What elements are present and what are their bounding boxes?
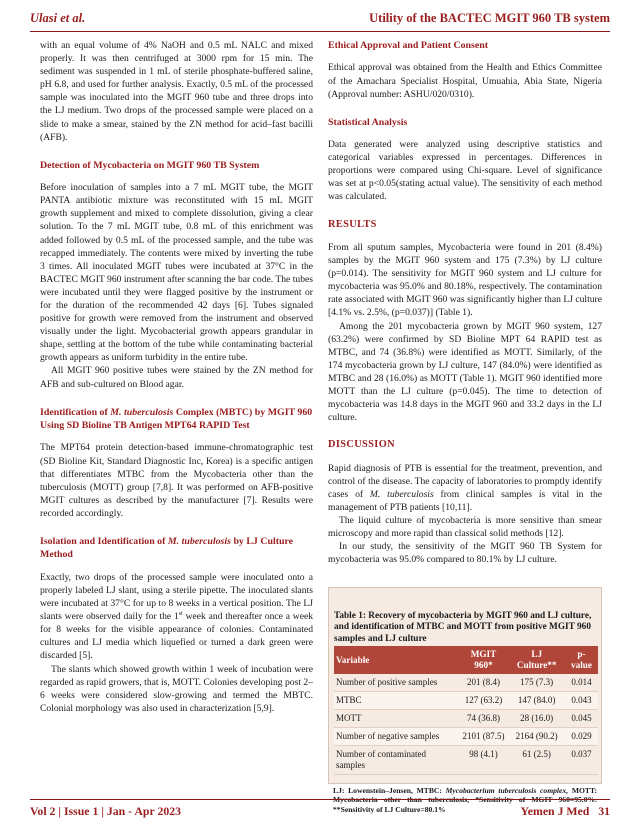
footer-journal-page: Yemen J Med 31	[520, 803, 610, 818]
footnote-text: LJ: Lowenstein–Jensen, MTBC:	[333, 786, 446, 795]
table-cell: MOTT	[334, 710, 459, 728]
table-cell: 0.029	[565, 728, 598, 746]
section-heading-identification	[40, 406, 313, 433]
results-paragraph-1: From all sputum samples, Mycobacteria were found in 201 (8.4%) samples by the MGIT 960 system and 175 (7.3%) by LJ culture (p=0.014). The sensitivity for MGIT 960 system and LJ culture for mycobacteria was 95.0% and 80.18%, respectively. The contamination rate associated with MGIT 960 was significantly higher than LJ culture [4.1% vs. 2.5%, (p=0.037)] (Table 1).	[328, 241, 602, 319]
discussion-paragraph-2: The liquid culture of mycobacteria is more sensitive than smear microscopy and more rapid than classical solid methods [12].	[328, 515, 602, 540]
identification-paragraph: The MPT64 protein detection-based immune-chromatographic test (SD Bioline Kit, Standard Diagnostic Inc, Korea) is a specific antigen that differentiates MTBC from the Mycobacteria other than the tuberculosis (MOTT) group [7,8]. It was performed on AFB-positive MGIT cultures as described by the manufacturer [7]. Results were recorded accordingly.	[40, 442, 313, 519]
footnote-text: MOTT: **Sensitivity of LJ Culture=80.1%	[333, 786, 597, 814]
ordinal-superscript: st	[178, 610, 183, 617]
table-cell: 175 (7.3)	[508, 674, 565, 692]
footer-issue: Vol 2 | Issue 1 | Jan - Apr 2023	[30, 803, 182, 818]
header-rule	[30, 31, 610, 32]
paragraph-text: Exactly, two drops of the processed sample were inoculated onto a properly labeled LJ slant, using a sterile pipette. The inoculated slants were incubated at 37°C for up to 8 weeks in a vertical position. The LJ slants were observed daily for the 1	[40, 571, 313, 623]
results-paragraph-2: Among the 201 mycobacteria grown by MGIT 960 system, 127 (63.2%) were confirmed by SD Bioline MPT 64 RAPID test as MTBC, and 74 (36.8%) were identified as MOTT. Similarly, of the 174 mycobacteria grown by LJ culture, 147 (84.0%) were identified as MTBC and 28 (16.0%) as MOTT (Table 1). MGIT 960 identified more MOTT than the LJ culture (p=0.045). The time to detection of mycobacteria was 14.8 days in the MGIT 960 and 33.2 days in the LJ culture.	[328, 320, 602, 424]
section-heading-results: RESULTS	[328, 218, 377, 230]
detection-paragraph-1: Before inoculation of samples into a 7 mL MGIT tube, the MGIT PANTA antibiotic mixture was reconstituted with 15 mL MGIT growth supplement and mixed to complete dissolution, giving a clear solution. To the 7 mL MGIT tube, 0.8 mL of this enrichment was added followed by 0.5 mL of the processed sample, and the tube was recapped immediately. The contents were mixed by inverting the tube 3 times. All inoculated MGIT tubes were incubated at 37°C in the BACTEC MGIT 960 instrument after scanning the bar code. The tubes were incubated until they were flagged positive by the instrument or for the duration of the recommended 42 days [6]. Tubes signaled positive for growth were removed from the instrument and observed visually under the light. Mycobacterial growth appears grandular in shape, settling at the bottom of the tube while contaminating bacterial growth appears as uniform turbidity in the entire tube.	[40, 182, 313, 364]
heading-text: Complex (MBTC) by MGIT 960 Using SD Bioline TB Antigen MPT64 RAPID Test	[40, 406, 313, 432]
paragraph-text: from clinical samples is vital in the management of PTB patients [10,11].	[328, 488, 602, 513]
discussion-paragraph-1	[328, 462, 602, 514]
table-cell: 0.045	[565, 710, 598, 728]
table-cell: Number of negative samples	[334, 728, 459, 746]
section-heading-isolation	[40, 535, 313, 562]
species-name: M. tuberculosis	[369, 488, 434, 500]
table-cell: Number of contaminated samples	[334, 746, 459, 775]
table-header-cell: LJ Culture**	[508, 646, 565, 674]
footnote-species: Mycobacterium tuberculosis complex,	[445, 786, 569, 795]
statistics-paragraph: Data generated were analyzed using descriptive statistics and categorical variables expressed in percentages. Differences in proportions were compared using Chi-square. Level of significance was set at p<0.05(stating actual value). The sensitivity of each method was calculated.	[328, 139, 602, 203]
table-cell: Number of positive samples	[334, 674, 459, 692]
section-heading-detection: Detection of Mycobacteria on MGIT 960 TB System	[40, 159, 260, 171]
isolation-paragraph-1	[40, 571, 313, 663]
section-heading-statistics: Statistical Analysis	[328, 116, 408, 128]
heading-text: Identification of	[40, 406, 111, 418]
paragraph-text: Rapid diagnosis of PTB is essential for the treatment, prevention, and control of the disease. The capacity of laboratories to promptly identify cases of	[328, 462, 602, 500]
table-cell: 2101 (87.5)	[459, 728, 509, 746]
heading-text: by LJ Culture Method	[40, 536, 294, 561]
table-header-cell: MGIT 960*	[459, 646, 509, 674]
running-footer	[30, 801, 610, 821]
table-row	[334, 674, 598, 692]
table-cell: 2164 (90.2)	[508, 728, 565, 746]
table-caption: Table 1: Recovery of mycobacteria by MGIT 960 and LJ culture, and identification of MTBC and MOTT from positive MGIT 960 samples and LJ culture	[334, 611, 592, 644]
table-header-cell: p-value	[565, 646, 598, 674]
footer-rule	[30, 799, 610, 800]
table-cell: 74 (36.8)	[459, 710, 509, 728]
heading-species: M. tuberculosis	[167, 536, 231, 548]
discussion-paragraph-3: In our study, the sensitivity of the MGIT 960 TB System for mycobacteria was 95.0% compared to 80.1% by LJ culture.	[328, 541, 602, 566]
results-table	[334, 646, 598, 775]
detection-paragraph-2: All MGIT 960 positive tubes were stained by the ZN method for AFB and sub-cultured on Blood agar.	[40, 365, 313, 390]
table-cell: 201 (8.4)	[459, 674, 509, 692]
table-cell: 28 (16.0)	[508, 710, 565, 728]
table-cell: 98 (4.1)	[459, 746, 509, 775]
table-row	[334, 746, 598, 775]
running-header	[30, 7, 610, 29]
isolation-paragraph-2: The slants which showed growth within 1 week of incubation were regarded as rapid growers, that is, MOTT. Colonies developing post 2–6 weeks were considered slow-growing and termed the MBTC. Colonial morphology was also used in characterization [5,9].	[40, 663, 313, 714]
heading-text: Isolation and Identification of	[40, 536, 168, 548]
table-cell: 147 (84.0)	[508, 692, 565, 710]
paragraph-text: week and thereafter once a week for 8 weeks for the visible appearance of colonies. Contaminated cultures and LJ media which liquefied or turned a dark green were discarded [5].	[40, 611, 314, 662]
right-column	[328, 39, 602, 566]
table-cell: 0.043	[565, 692, 598, 710]
ethics-paragraph: Ethical approval was obtained from the Health and Ethics Committee of the Amachara Specialist Hospital, Umuahia, Abia State, Nigeria (Approval number: ASHU/020/0310).	[328, 62, 602, 100]
header-authors: Ulasi et al.	[30, 10, 86, 25]
table-cell: 0.014	[565, 674, 598, 692]
table-header-cell: Variable	[334, 646, 459, 674]
table-row	[334, 728, 598, 746]
table-1	[328, 587, 602, 784]
table-row	[334, 692, 598, 710]
intro-paragraph: with an equal volume of 4% NaOH and 0.5 mL NALC and mixed properly. It was then centrifuged at 3000 rpm for 15 min. The sediment was suspended in 1 mL of sterile phosphate-buffered saline, pH 6.8, and used for further analysis. Exactly, 0.5 mL of the processed sample was inoculated into the MGIT 960 tube and three drops into the LJ medium. Two drops of the processed sample were placed on a slide to make a smear, stained by the ZN method for acid–fast bacilli (AFB).	[40, 40, 313, 143]
table-header-row	[334, 646, 598, 674]
section-heading-ethics: Ethical Approval and Patient Consent	[328, 40, 489, 51]
table-row	[334, 710, 598, 728]
header-title: Utility of the BACTEC MGIT 960 TB system	[369, 10, 610, 25]
table-cell: 61 (2.5)	[508, 746, 565, 775]
table-cell: 127 (63.2)	[459, 692, 509, 710]
section-heading-discussion: DISCUSSION	[328, 439, 395, 451]
heading-species: M. tuberculosis	[110, 406, 174, 418]
table-cell: 0.037	[565, 746, 598, 775]
left-column	[40, 39, 313, 715]
table-cell: MTBC	[334, 692, 459, 710]
